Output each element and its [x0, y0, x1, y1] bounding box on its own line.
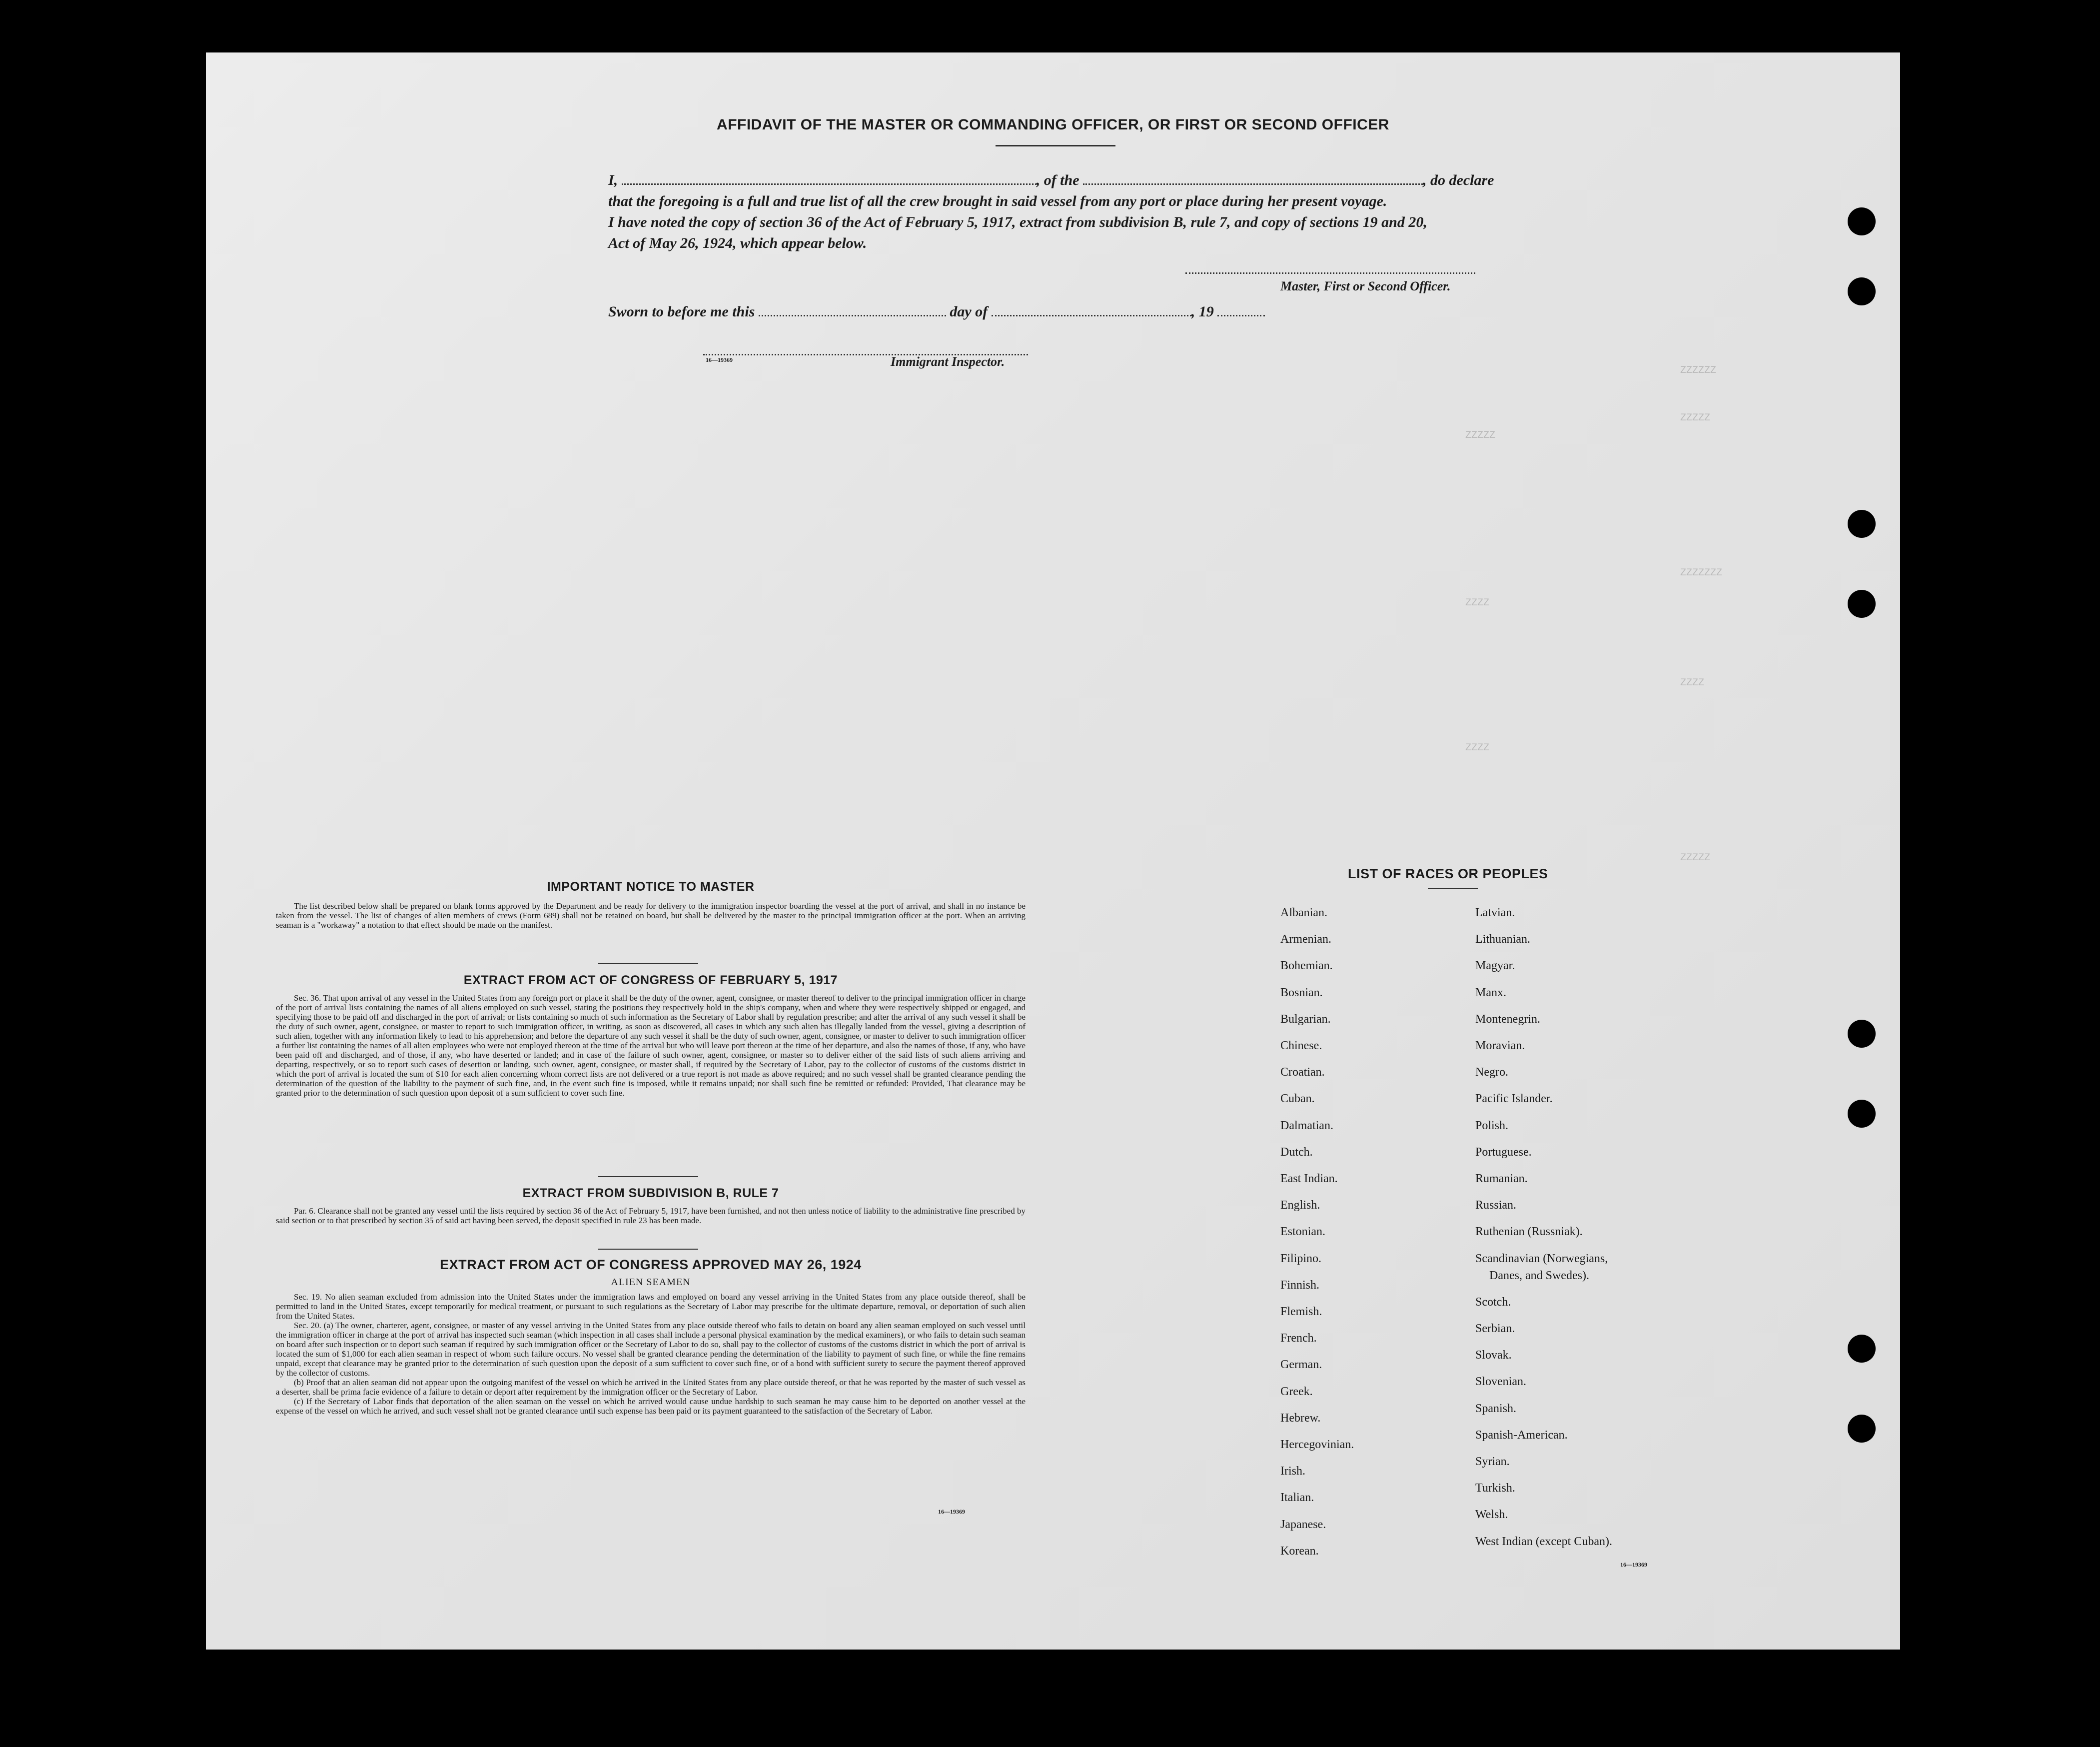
race-item: Estonian.	[1280, 1225, 1325, 1239]
punch-hole	[1848, 207, 1876, 235]
punch-hole	[1848, 1100, 1876, 1128]
race-item: Slovak.	[1475, 1349, 1512, 1362]
punch-hole	[1848, 590, 1876, 618]
race-item: Armenian.	[1280, 933, 1331, 946]
bleed-through-mark: ZZZZZ	[1465, 430, 1496, 441]
race-item: Italian.	[1280, 1491, 1314, 1505]
bleed-through-mark: ZZZZZ	[1680, 852, 1711, 864]
form-number: 16—19369	[938, 1508, 965, 1515]
sworn-date-field[interactable]	[759, 304, 946, 316]
race-item: Polish.	[1475, 1119, 1509, 1132]
notice-text: The list described below shall be prepared on blank forms approved by the Department and be ready for delivery to the immigration inspector boarding the vessel at the port of arrival, and shall in no instance be taken from the vessel. The list of changes of alien members of crews (Form 689) shall not be retained on board, but shall be delivered by the master to the principal immigration officer at the port. When an arriving seaman is a "workaway" a notation to that effect should be made on the manifest.	[276, 901, 1026, 930]
punch-hole	[1848, 510, 1876, 538]
race-item: Lithuanian.	[1475, 933, 1530, 946]
year-label: , 19	[1191, 303, 1214, 320]
race-item: Scotch.	[1475, 1295, 1511, 1309]
sec-20b-text: (b) Proof that an alien seaman did not appear upon the outgoing manifest of the vessel on which he arrived in the United States from any place outside thereof, or that he was reported by the master of such vessel as a deserter, shall be prima facie evidence of a failure to detain or deport after requirement by the immigration officer or the Secretary of Labor.	[276, 1378, 1026, 1397]
bleed-through-mark: ZZZZ	[1680, 677, 1705, 689]
race-item: Welsh.	[1475, 1508, 1508, 1522]
section-divider	[598, 963, 698, 964]
race-item: West Indian (except Cuban).	[1475, 1535, 1612, 1548]
race-item: Chinese.	[1280, 1039, 1322, 1052]
race-item: Magyar.	[1475, 959, 1515, 973]
year-field[interactable]	[1217, 304, 1265, 316]
affidavit-line-3: I have noted the copy of section 36 of the Act of February 5, 1917, extract from subdivision B, rule 7, and copy of sections 19 and 20,	[608, 214, 1427, 230]
inspector-label: Immigrant Inspector.	[891, 354, 1005, 369]
sec-20c-text: (c) If the Secretary of Labor finds that deportation of the alien seaman on the vessel on which he arrived would cause undue hardship to such seaman he may cause him to be deported on another vessel at the expense of the vessel on which he arrived, and such vessel shall not be granted clearance until such expense has been paid or its payment guaranteed to the satisfaction of the Secretary of Labor.	[276, 1397, 1026, 1416]
race-item: Bosnian.	[1280, 986, 1323, 999]
race-item: Dalmatian.	[1280, 1119, 1333, 1132]
punch-hole	[1848, 277, 1876, 305]
race-item: Turkish.	[1475, 1482, 1515, 1495]
sworn-label: Sworn to before me this	[608, 303, 755, 320]
punch-hole	[1848, 1415, 1876, 1443]
par-6-text: Par. 6. Clearance shall not be granted any vessel until the lists required by section 36 of the Act of February 5, 1917, have been furnished, and not then unless notice of liability to the administrative fine prescribed by said section or to that prescribed by section 35 of said act having been served, the deposit specified in rule 23 has been made.	[276, 1206, 1026, 1225]
of-the-label: , of the	[1036, 172, 1079, 188]
race-item: Finnish.	[1280, 1278, 1320, 1292]
race-item: French.	[1280, 1332, 1317, 1345]
extract-1924-title: EXTRACT FROM ACT OF CONGRESS APPROVED MAY 26, 1924	[440, 1257, 862, 1272]
alien-seamen-subtitle: ALIEN SEAMEN	[611, 1277, 691, 1288]
i-label: I,	[608, 172, 618, 188]
section-divider	[598, 1249, 698, 1250]
race-item: Slovenian.	[1475, 1375, 1526, 1389]
rule7-title: EXTRACT FROM SUBDIVISION B, RULE 7	[522, 1186, 779, 1200]
race-item: Hercegovinian.	[1280, 1438, 1354, 1451]
race-item: Negro.	[1475, 1066, 1508, 1079]
race-item: Bohemian.	[1280, 959, 1333, 973]
races-title: LIST OF RACES OR PEOPLES	[1348, 866, 1548, 881]
race-item: Croatian.	[1280, 1066, 1325, 1079]
race-item: Korean.	[1280, 1544, 1319, 1558]
sec-20a-text: Sec. 20. (a) The owner, charterer, agent, consignee, or master of any vessel arriving in the United States from any place outside thereof who fails to detain on board any alien seaman employed on such vessel until the immigration officer in charge at the port of arrival has inspected such seaman (which inspection in all cases shall include a personal physical examination by the medical examiners), or who fails to detain such seaman on board after such inspection or to deport such seaman if required by such immigration officer or the Secretary of Labor to do so, shall pay to the collector of customs of the customs district in which the port of arrival is located the sum of $1,000 for each alien seaman in respect of whom such failure occurs. No vessel shall be granted clearance pending the determination of the liability to payment of such fine, or while the fine remains unpaid, except that clearance may be granted prior to the determination of such question upon the deposit of a sum sufficient to cover such fine, or of a bond with sufficient surety to secure the payment thereof approved by the collector of customs.	[276, 1321, 1026, 1378]
do-declare-label: , do declare	[1423, 172, 1494, 188]
race-item: Greek.	[1280, 1385, 1313, 1398]
race-item: Portuguese.	[1475, 1145, 1532, 1159]
day-of-label: day of	[950, 303, 988, 320]
race-item: Syrian.	[1475, 1455, 1510, 1468]
race-item: Albanian.	[1280, 906, 1327, 919]
race-item: Dutch.	[1280, 1145, 1313, 1159]
race-item: Montenegrin.	[1475, 1012, 1540, 1026]
race-item: Filipino.	[1280, 1252, 1322, 1265]
race-item: Hebrew.	[1280, 1411, 1321, 1425]
extract-1917-title: EXTRACT FROM ACT OF CONGRESS OF FEBRUARY 5, 1917	[463, 973, 838, 987]
signature-line[interactable]	[1185, 272, 1475, 274]
extract-1924-body	[276, 1292, 1026, 1416]
form-number: 16—19369	[706, 356, 733, 363]
race-item: Danes, and Swedes).	[1489, 1269, 1589, 1282]
affidavit-line-4: Act of May 26, 1924, which appear below.	[608, 235, 867, 251]
race-item: Japanese.	[1280, 1518, 1326, 1531]
notice-title: IMPORTANT NOTICE TO MASTER	[547, 880, 755, 894]
section-divider	[598, 1176, 698, 1177]
race-item: East Indian.	[1280, 1172, 1338, 1185]
title-divider	[996, 145, 1115, 146]
race-item: Scandinavian (Norwegians,	[1475, 1252, 1608, 1265]
race-item: Flemish.	[1280, 1305, 1322, 1318]
notice-body	[276, 901, 1026, 930]
race-item: Spanish.	[1475, 1402, 1517, 1415]
race-item: Ruthenian (Russniak).	[1475, 1225, 1583, 1239]
rule7-body	[276, 1206, 1026, 1225]
affidavit-line-2: that the foregoing is a full and true list of all the crew brought in said vessel from any port or place during her present voyage.	[608, 193, 1387, 209]
document-sheet	[206, 52, 1900, 1650]
race-item: Manx.	[1475, 986, 1506, 999]
extract-1917-body	[276, 993, 1026, 1098]
race-item: Irish.	[1280, 1465, 1305, 1478]
race-item: Spanish-American.	[1475, 1428, 1568, 1442]
vessel-field[interactable]	[1083, 172, 1423, 185]
race-item: Pacific Islander.	[1475, 1092, 1553, 1106]
race-item: German.	[1280, 1358, 1322, 1372]
month-field[interactable]	[992, 304, 1191, 316]
race-item: Rumanian.	[1475, 1172, 1528, 1185]
affidavit-title: AFFIDAVIT OF THE MASTER OR COMMANDING OFFICER, OR FIRST OR SECOND OFFICER	[717, 116, 1389, 133]
race-item: Bulgarian.	[1280, 1012, 1331, 1026]
bleed-through-mark: ZZZZ	[1465, 742, 1490, 754]
sec-19-text: Sec. 19. No alien seaman excluded from admission into the United States under the immigration laws and employed on board any vessel arriving in the United States from any place outside thereof, shall be permitted to land in the United States, except temporarily for medical treatment, or pursuant to such regulations as the Secretary of Labor may prescribe for the ultimate departure, removal, or deportation of such alien from the United States.	[276, 1292, 1026, 1321]
race-item: Russian.	[1475, 1199, 1517, 1212]
form-number: 16—19369	[1620, 1561, 1647, 1568]
race-item: Serbian.	[1475, 1322, 1515, 1335]
race-item: Cuban.	[1280, 1092, 1315, 1106]
race-item: English.	[1280, 1199, 1320, 1212]
bleed-through-mark: ZZZZ	[1465, 597, 1490, 609]
affidavit-line-1	[608, 170, 1718, 191]
name-field[interactable]	[622, 172, 1037, 185]
signature-label: Master, First or Second Officer.	[1280, 279, 1451, 293]
race-item: Moravian.	[1475, 1039, 1525, 1052]
punch-hole	[1848, 1020, 1876, 1048]
bleed-through-mark: ZZZZZZZ	[1680, 567, 1723, 579]
races-title-divider	[1428, 888, 1478, 889]
affidavit-body	[608, 170, 1718, 254]
bleed-through-mark: ZZZZZZ	[1680, 365, 1717, 376]
sec-36-text: Sec. 36. That upon arrival of any vessel in the United States from any foreign port or place it shall be the duty of the owner, agent, consignee, or master thereof to deliver to the principal immigration officer in charge of the port of arrival lists containing the names of all aliens employed on such vessel, stating the positions they respectively hold in the ship's company, when and where they were respectively shipped or engaged, and specifying those to be paid off and discharged in the port of arrival; or lists containing so much of such information as the Secretary of Labor shall by regulation prescribe; and after the arrival of any such vessel it shall be the duty of such owner, agent, consignee, or master to report to such immigration officer, in writing, as soon as discovered, all cases in which any such alien has illegally landed from the vessel, giving a description of such alien, together with any information likely to lead to his apprehension; and before the departure of any such vessel it shall be the duty of such owner, agent, consignee, or master to deliver to such immigration officer a further list containing the names of all alien employees who were not employed thereon at the time of the arrival but who will leave port thereon at the time of her departure, and also the names of those, if any, who have been paid off and discharged, and of those, if any, who have deserted or landed; and in case of the failure of such owner, agent, consignee, or master so to deliver either of the said lists of such aliens arriving and departing, respectively, or so to report such cases of desertion or landing, such owner, agent, consignee, or master shall, if required by the Secretary of Labor, pay to the collector of customs of the customs district in which the port of arrival is located the sum of $10 for each alien concerning whom correct lists are not delivered or a true report is not made as above required; and no such vessel shall be granted clearance pending the determination of the question of the liability to the payment of such fine, and, in the event such fine is imposed, while it remains unpaid; nor shall such fine be remitted or refunded: Provided, That clearance may be granted prior to the determination of such question upon deposit of a sum sufficient to cover such fine.	[276, 993, 1026, 1098]
punch-hole	[1848, 1335, 1876, 1363]
bleed-through-mark: ZZZZZ	[1680, 412, 1711, 424]
sworn-line	[608, 301, 1265, 322]
race-item: Latvian.	[1475, 906, 1515, 919]
